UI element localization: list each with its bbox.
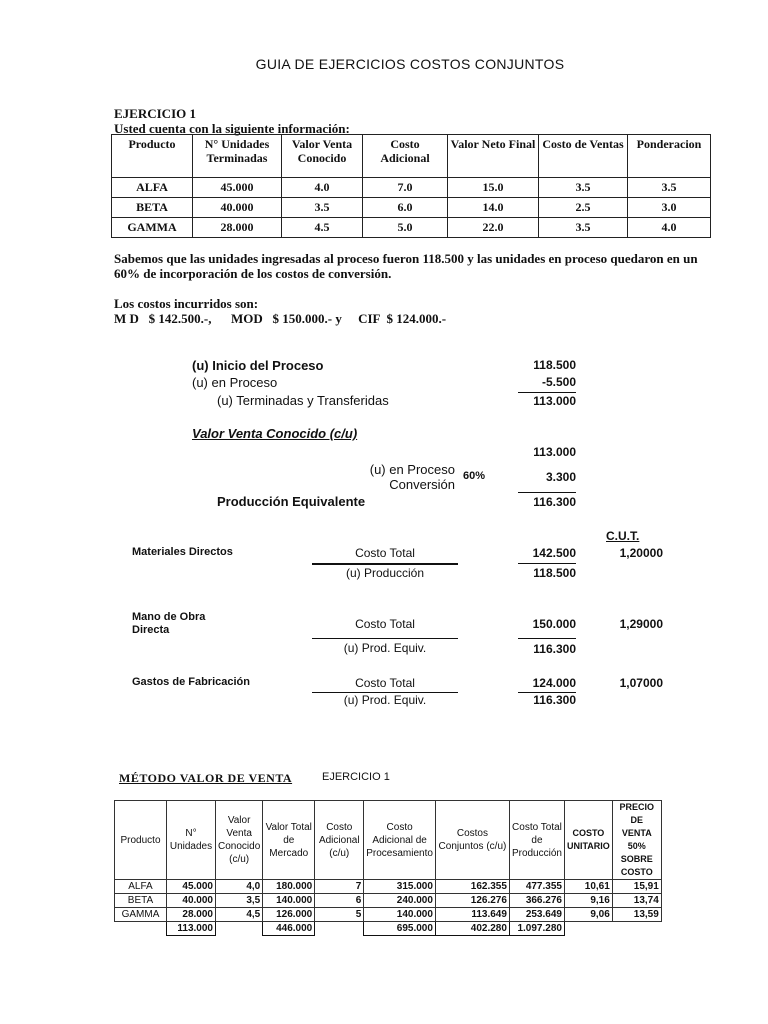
table-cell: 40.000	[167, 894, 216, 908]
exercise-intro: Usted cuenta con la siguiente información:	[114, 121, 350, 136]
table-cell: 3.5	[539, 218, 628, 238]
exercise-heading: EJERCICIO 1	[114, 106, 196, 121]
table-cell: 15,91	[612, 880, 661, 894]
method-title: MÉTODO VALOR DE VENTA	[119, 771, 293, 785]
sum-line	[518, 492, 576, 493]
method-tag: EJERCICIO 1	[322, 771, 390, 783]
table-cell: 14.0	[448, 198, 539, 218]
table-cell: 13,74	[612, 894, 661, 908]
total-cell: 1.097.280	[509, 922, 564, 936]
total-cell: 402.280	[435, 922, 509, 936]
fraction-bottom: (u) Prod. Equiv.	[343, 641, 427, 655]
col-header: Costo Total de Producción	[509, 801, 564, 880]
col-header: Costo de Ventas	[539, 135, 628, 178]
flow-value: 113.000	[533, 394, 576, 408]
table-cell: 28.000	[167, 908, 216, 922]
cost-label: Gastos de Fabricación	[132, 676, 250, 688]
table-cell: GAMMA	[115, 908, 167, 922]
fraction-line	[312, 638, 458, 639]
fraction-bottom-value: 116.300	[533, 642, 576, 656]
totals-row	[115, 922, 662, 936]
table-cell: 162.355	[435, 880, 509, 894]
flow-label: (u) en Proceso	[192, 375, 278, 390]
total-cell: 695.000	[364, 922, 436, 936]
sum-line	[518, 392, 576, 393]
flow-value: 116.300	[533, 495, 576, 509]
col-header: Costos Conjuntos (c/u)	[435, 801, 509, 880]
table-row	[112, 178, 711, 198]
paragraph-line: Sabemos que las unidades ingresadas al proceso fueron 118.500 y las unidades en proceso quedaron en un	[114, 251, 698, 266]
table-cell: ALFA	[115, 880, 167, 894]
table-cell: ALFA	[112, 178, 193, 198]
vvc-heading: Valor Venta Conocido (c/u)	[192, 426, 358, 441]
col-header: Costo Adicional de Procesamiento	[364, 801, 436, 880]
col-header: COSTO UNITARIO	[564, 801, 612, 880]
table-cell: 6.0	[363, 198, 448, 218]
table-cell: 10,61	[564, 880, 612, 894]
fraction-top: Costo Total	[355, 617, 415, 631]
col-header: Valor Venta Conocido	[282, 135, 363, 178]
fraction-top-value: 142.500	[532, 546, 576, 560]
cost-label: Mano de Obra	[132, 611, 206, 623]
table-cell: 140.000	[364, 908, 436, 922]
table-cell: 4.0	[628, 218, 711, 238]
col-header: Costo Adicional (c/u)	[315, 801, 364, 880]
table-row	[112, 218, 711, 238]
col-header: PRECIO DE VENTA 50% SOBRE COSTO	[612, 801, 661, 880]
table-cell: 366.276	[509, 894, 564, 908]
fraction-bottom: (u) Prod. Equiv.	[343, 693, 427, 707]
table-cell: 15.0	[448, 178, 539, 198]
table-cell: 9,06	[564, 908, 612, 922]
table-cell: 4,0	[216, 880, 263, 894]
flow-value: 3.300	[545, 470, 576, 484]
table-cell: 477.355	[509, 880, 564, 894]
table-cell: 140.000	[263, 894, 315, 908]
fraction-top-value: 124.000	[532, 676, 576, 690]
table-cell: 4,5	[216, 908, 263, 922]
table-cell: 3.5	[282, 198, 363, 218]
table-cell: 180.000	[263, 880, 315, 894]
cut-value: 1,29000	[619, 617, 663, 631]
fraction-line	[518, 563, 576, 564]
col-header: Valor Venta Conocido (c/u)	[216, 801, 263, 880]
table-cell: GAMMA	[112, 218, 193, 238]
table-cell: 45.000	[193, 178, 282, 198]
table-cell: 22.0	[448, 218, 539, 238]
flow-label: (u) Inicio del Proceso	[192, 358, 324, 373]
cut-value: 1,07000	[619, 676, 663, 690]
table-cell	[115, 922, 167, 936]
page-title: GUIA DE EJERCICIOS COSTOS CONJUNTOS	[255, 56, 565, 72]
cost-label: Directa	[132, 624, 170, 636]
fraction-bottom: (u) Producción	[345, 566, 425, 580]
table-row	[115, 908, 662, 922]
flow-value: 118.500	[533, 358, 576, 372]
conv-percent: 60%	[463, 470, 486, 482]
table-cell: 40.000	[193, 198, 282, 218]
table-cell: 315.000	[364, 880, 436, 894]
table-cell	[315, 922, 364, 936]
table-cell: 6	[315, 894, 364, 908]
fraction-bottom-value: 118.500	[533, 566, 576, 580]
table-cell: 5	[315, 908, 364, 922]
table-cell: 45.000	[167, 880, 216, 894]
fraction-bottom-value: 116.300	[533, 693, 576, 707]
table-cell: BETA	[115, 894, 167, 908]
conv-label: (u) en Proceso	[369, 462, 455, 477]
sales-value-table	[114, 800, 662, 936]
table-cell: 7	[315, 880, 364, 894]
table-cell: 7.0	[363, 178, 448, 198]
table-cell: 126.276	[435, 894, 509, 908]
table-cell: 3.0	[628, 198, 711, 218]
table-cell: 5.0	[363, 218, 448, 238]
col-header: Valor Total de Mercado	[263, 801, 315, 880]
paragraph-line: 60% de incorporación de los costos de conversión.	[114, 266, 392, 281]
table-cell: 3.5	[628, 178, 711, 198]
col-header: Valor Neto Final	[448, 135, 539, 178]
table-row	[115, 880, 662, 894]
table-cell: 113.649	[435, 908, 509, 922]
col-header: Producto	[112, 135, 193, 178]
table-cell: BETA	[112, 198, 193, 218]
flow-value: 113.000	[533, 445, 576, 459]
table-cell: 253.649	[509, 908, 564, 922]
table-cell	[612, 922, 661, 936]
fraction-line	[518, 638, 576, 639]
table-cell	[564, 922, 612, 936]
total-cell: 113.000	[167, 922, 216, 936]
col-header: N° Unidades Terminadas	[193, 135, 282, 178]
table-cell: 240.000	[364, 894, 436, 908]
table-cell: 3,5	[216, 894, 263, 908]
total-cell: 446.000	[263, 922, 315, 936]
table-cell: 126.000	[263, 908, 315, 922]
cut-value: 1,20000	[619, 546, 663, 560]
flow-label: (u) Terminadas y Transferidas	[217, 393, 389, 408]
col-header: Producto	[115, 801, 167, 880]
cut-header: C.U.T.	[606, 529, 640, 543]
fraction-top: Costo Total	[355, 676, 415, 690]
table-row	[115, 894, 662, 908]
table-cell: 28.000	[193, 218, 282, 238]
table-cell	[216, 922, 263, 936]
table-cell: 9,16	[564, 894, 612, 908]
cost-label: Materiales Directos	[132, 546, 233, 558]
col-header: Costo Adicional	[363, 135, 448, 178]
flow-value: -5.500	[541, 375, 576, 389]
fraction-top-value: 150.000	[532, 617, 576, 631]
flow-label: Producción Equivalente	[217, 494, 366, 509]
fraction-top: Costo Total	[355, 546, 415, 560]
products-table	[111, 134, 711, 238]
table-cell: 4.5	[282, 218, 363, 238]
conv-label: Conversión	[389, 477, 455, 492]
col-header: Ponderacion	[628, 135, 711, 178]
table-cell: 2.5	[539, 198, 628, 218]
table-cell: 13,59	[612, 908, 661, 922]
table-row	[112, 198, 711, 218]
fraction-line	[312, 563, 458, 565]
table-cell: 4.0	[282, 178, 363, 198]
col-header: N° Unidades	[167, 801, 216, 880]
table-cell: 3.5	[539, 178, 628, 198]
paragraph-line: Los costos incurridos son:	[114, 296, 259, 311]
costs-line: M D $ 142.500.-, MOD $ 150.000.- y CIF $ 124.000.-	[114, 311, 447, 326]
